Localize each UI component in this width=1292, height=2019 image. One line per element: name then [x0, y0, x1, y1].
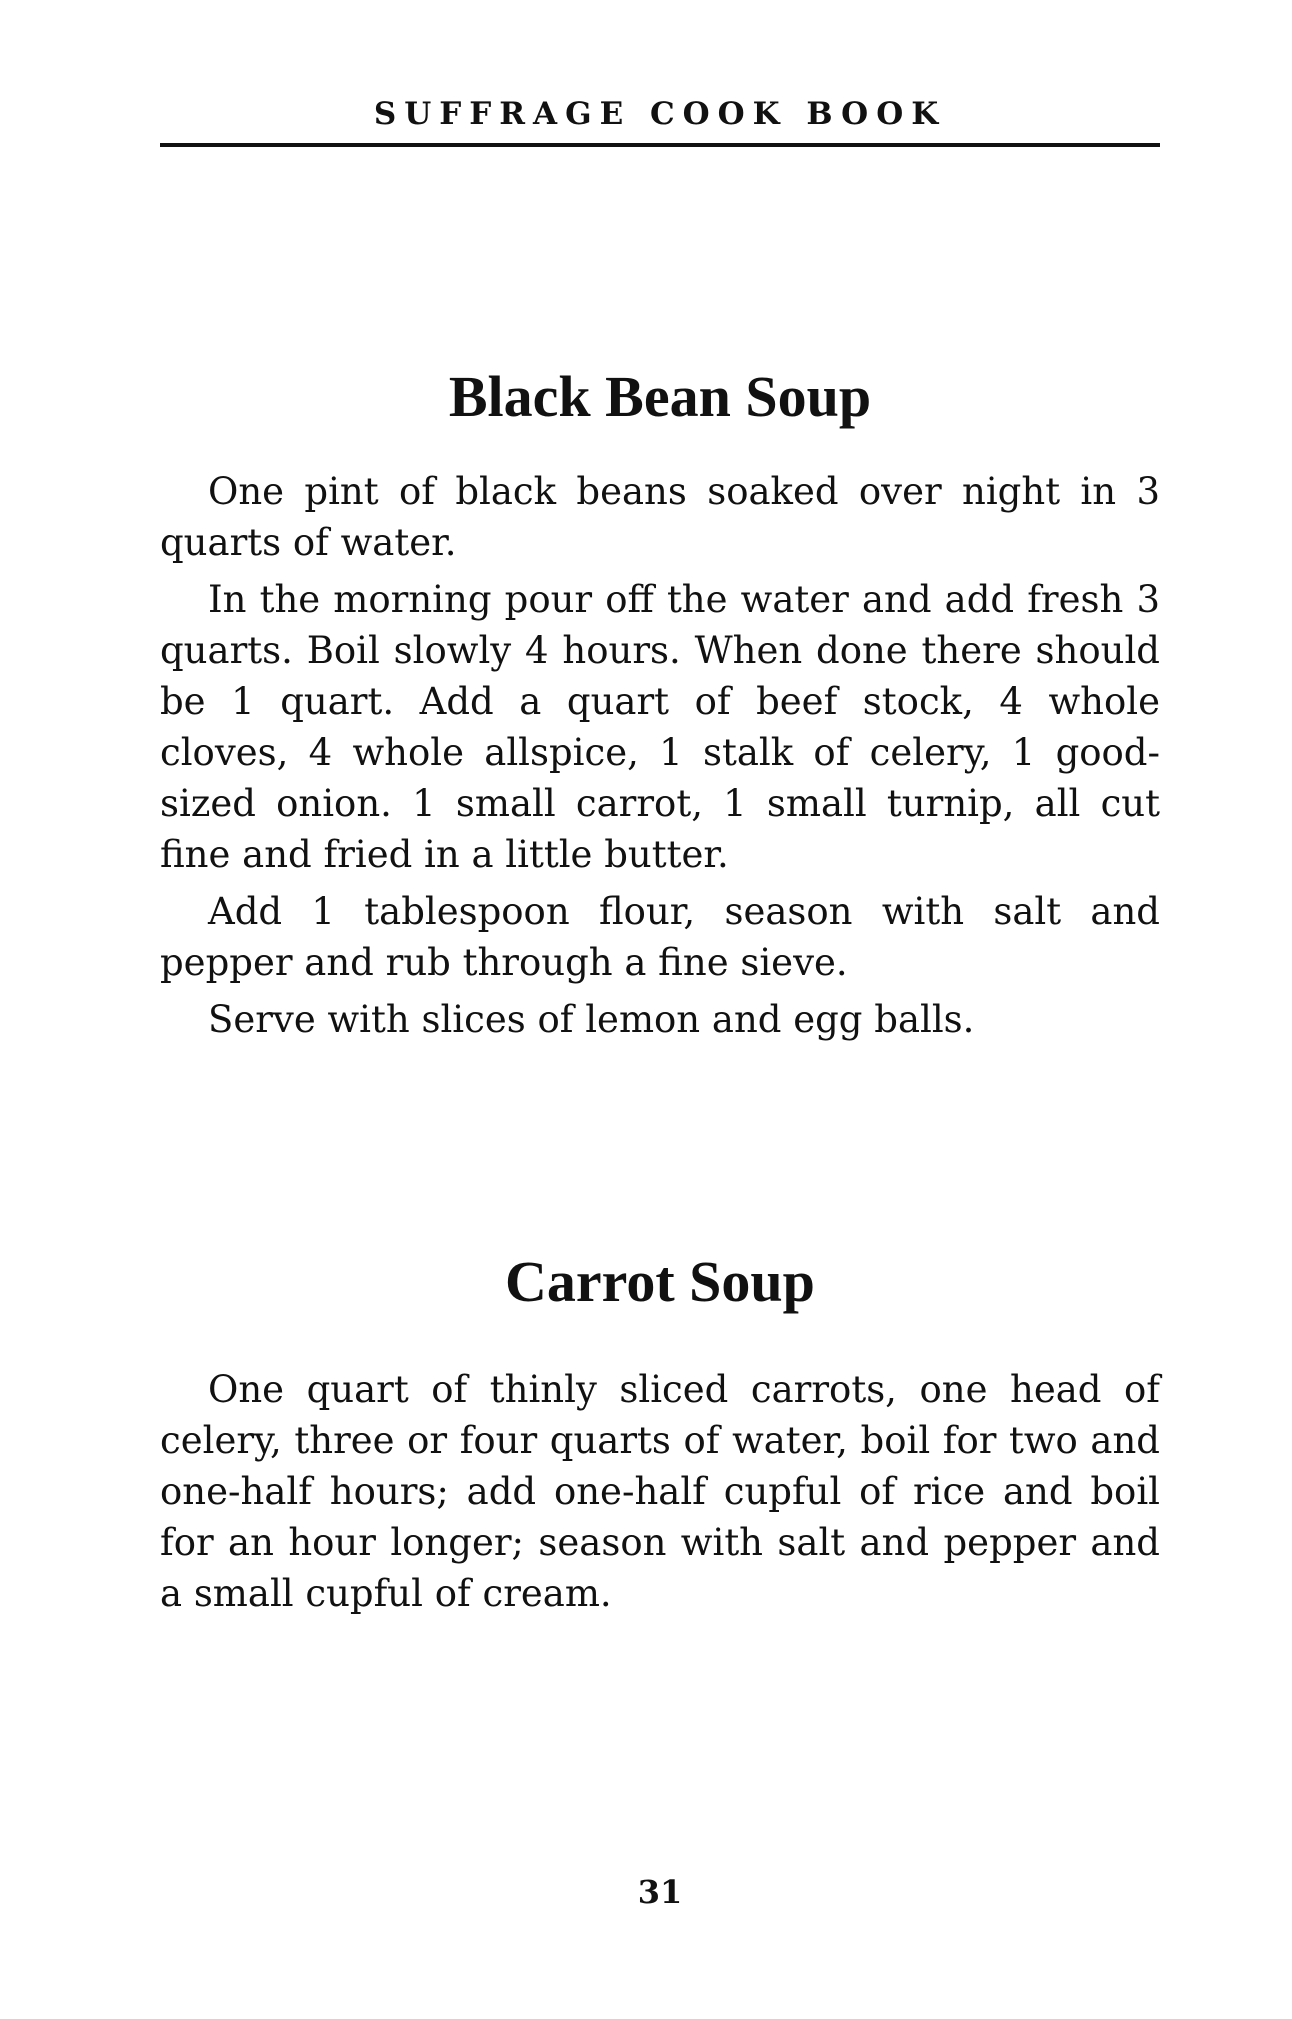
recipe-paragraph: One quart of thinly sliced carrots, one head of celery, three or four quarts of water, boil for two and one-half hours; add one-half cupful of rice and boil for an hour longer; season with salt and pepper and a small cupful of cream.	[160, 1368, 1160, 1615]
running-head: SUFFRAGE COOK BOOK	[373, 96, 947, 132]
recipe-paragraph: One pint of black beans soaked over night in 3 quarts of water.	[160, 470, 1160, 564]
page-number: 31	[637, 1873, 683, 1911]
recipe-body-black-bean-soup	[160, 466, 1160, 1051]
recipe-title-black-bean-soup: Black Bean Soup	[448, 364, 872, 429]
recipe-paragraph: Serve with slices of lemon and egg balls.	[208, 998, 975, 1041]
recipe-paragraph: Add 1 tablespoon flour, season with salt and pepper and rub through a fine sieve.	[160, 890, 1160, 984]
header-rule	[160, 143, 1160, 147]
recipe-title-carrot-soup: Carrot Soup	[505, 1249, 815, 1314]
recipe-body-carrot-soup	[160, 1364, 1160, 1625]
recipe-paragraph: In the morning pour off the water and add fresh 3 quarts. Boil slowly 4 hours. When done there should be 1 quart. Add a quart of beef stock, 4 whole cloves, 4 whole allspice, 1 stalk of celery, 1 good-sized onion. 1 small carrot, 1 small turnip, all cut fine and fried in a little butter.	[160, 578, 1160, 876]
